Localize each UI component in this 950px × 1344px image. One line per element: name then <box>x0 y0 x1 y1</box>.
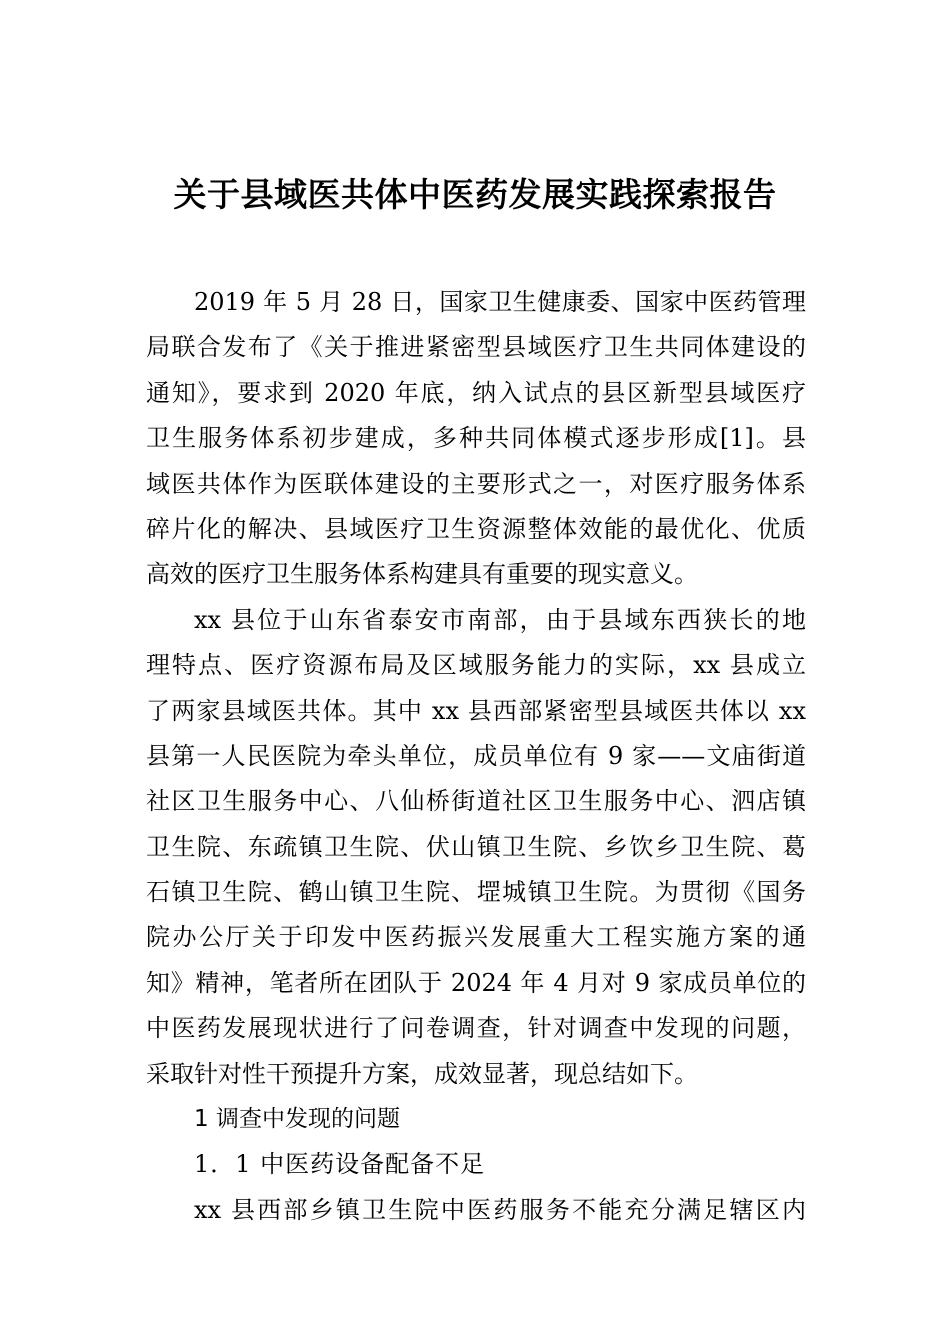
text-line: 理特点、医疗资源布局及区域服务能力的实际，xx 县成立 <box>146 651 806 680</box>
text-line: 高效的医疗卫生服务体系构建具有重要的现实意义。 <box>146 560 698 589</box>
text-line: xx 县西部乡镇卫生院中医药服务不能充分满足辖区内 <box>194 1195 806 1224</box>
text-line: 中医药发展现状进行了问卷调查，针对调查中发现的问题， <box>146 1014 806 1043</box>
text-line: 知》精神，笔者所在团队于 2024 年 4 月对 9 家成员单位的 <box>146 968 806 997</box>
subsection-heading: 1．1 中医药设备配备不足 <box>194 1150 486 1179</box>
text-line: 局联合发布了《关于推进紧密型县域医疗卫生共同体建设的 <box>146 333 806 362</box>
text-line: xx 县位于山东省泰安市南部，由于县域东西狭长的地 <box>194 605 806 634</box>
document-title: 关于县域医共体中医药发展实践探索报告 <box>173 175 777 214</box>
text-line: 了两家县域医共体。其中 xx 县西部紧密型县域医共体以 xx <box>146 696 806 725</box>
text-line: 域医共体作为医联体建设的主要形式之一，对医疗服务体系 <box>146 469 806 498</box>
text-line: 卫生院、东疏镇卫生院、伏山镇卫生院、乡饮乡卫生院、葛 <box>146 832 806 861</box>
paragraph-equipment <box>146 1188 806 1233</box>
document-body <box>146 280 806 1233</box>
text-line: 采取针对性干预提升方案，成效显著，现总结如下。 <box>146 1059 698 1088</box>
text-line: 石镇卫生院、鹤山镇卫生院、堽城镇卫生院。为贯彻《国务 <box>146 878 806 907</box>
text-line: 2019 年 5 月 28 日，国家卫生健康委、国家中医药管理 <box>194 288 806 316</box>
paragraph-county-overview <box>146 598 806 1097</box>
text-line: 卫生服务体系初步建成，多种共同体模式逐步形成[1]。县 <box>146 424 806 453</box>
text-line: 碎片化的解决、县域医疗卫生资源整体效能的最优化、优质 <box>146 514 806 543</box>
paragraph-intro <box>146 280 806 598</box>
text-line: 院办公厅关于印发中医药振兴发展重大工程实施方案的通 <box>146 923 806 952</box>
text-line: 社区卫生服务中心、八仙桥街道社区卫生服务中心、泗店镇 <box>146 787 806 816</box>
text-line: 县第一人民医院为牵头单位，成员单位有 9 家——文庙街道 <box>146 741 806 770</box>
text-line: 通知》，要求到 2020 年底，纳入试点的县区新型县域医疗 <box>146 378 806 407</box>
section-heading: 1 调查中发现的问题 <box>194 1106 400 1133</box>
